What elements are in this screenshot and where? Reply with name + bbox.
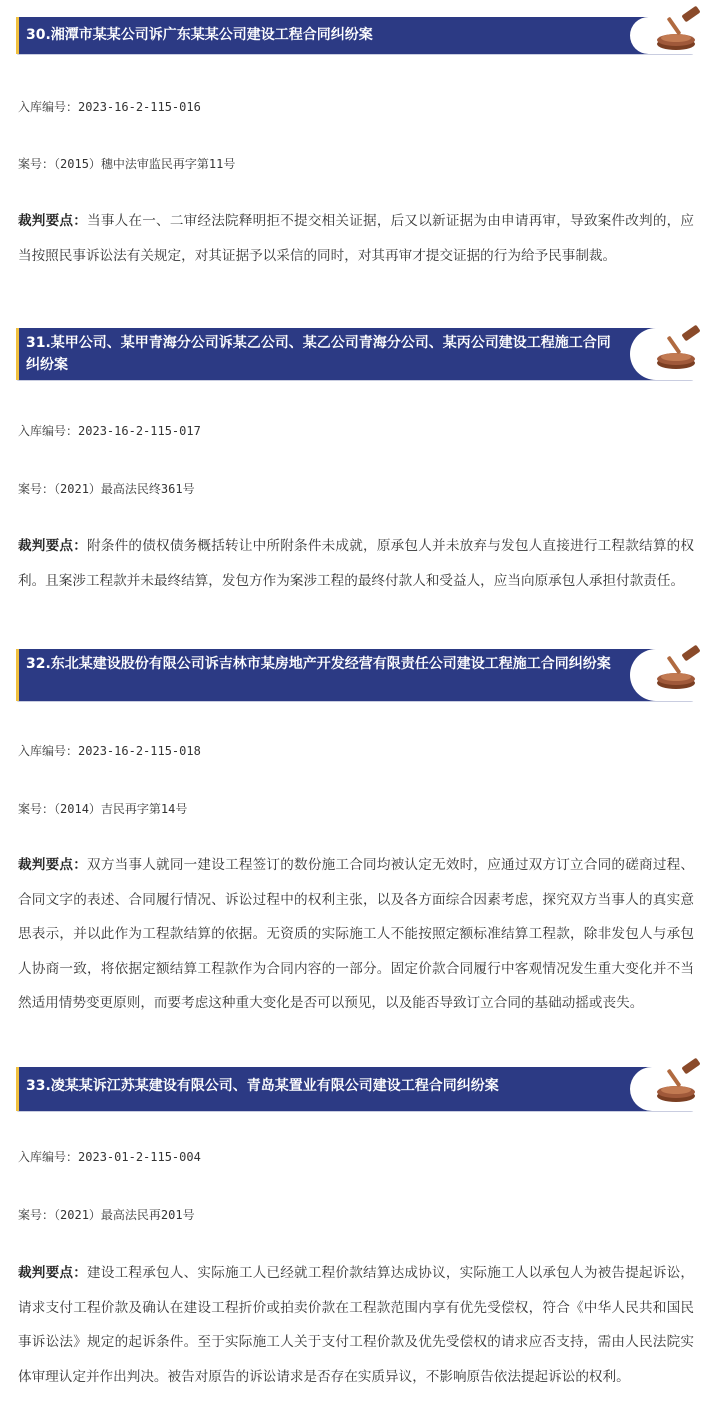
ruling-gist: [18, 1256, 694, 1394]
ruling-gist-text: 建设工程承包人、实际施工人已经就工程价款结算达成协议，实际施工人以承包人为被告提起诉讼，请求支付工程价款及确认在建设工程折价或拍卖价款在工程款范围内享有优先受偿权，符合《中华人民共和国民事诉讼法》规定的起诉条件。至于实际施工人关于支付工程价款及优先受偿权的请求应否支持，需由人民法院实体审理认定并作出判决。被告对原告的诉讼请求是否存在实质异议，不影响原告依法提起诉讼的权利。: [18, 1265, 695, 1385]
accent-bar: [16, 1067, 19, 1111]
library-number: [18, 742, 201, 759]
library-number-label: 入库编号：: [18, 1150, 79, 1164]
case-title-banner: [16, 649, 694, 701]
case-number-value: （2015）穗中法审监民再字第11号: [54, 157, 236, 171]
case-title-banner: [16, 328, 694, 380]
gavel-icon: [652, 645, 704, 691]
case-title: 32.东北某建设股份有限公司诉吉林市某房地产开发经营有限责任公司建设工程施工合同纠纷案: [26, 656, 611, 672]
case-number-label: 案号：: [18, 157, 55, 171]
library-number-label: 入库编号：: [18, 744, 79, 758]
ruling-gist-label: 裁判要点：: [18, 213, 88, 229]
case-number-value: （2021）最高法民再201号: [54, 1208, 195, 1222]
case-number: [18, 1206, 195, 1223]
case-number: [18, 155, 235, 172]
ruling-gist-text: 双方当事人就同一建设工程签订的数份施工合同均被认定无效时，应通过双方订立合同的磋商过程、合同文字的表述、合同履行情况、诉讼过程中的权利主张，以及各方面综合因素考虑，探究双方当事人的真实意思表示，并以此作为工程款结算的依据。无资质的实际施工人不能按照定额标准结算工程款，除非发包人与承包人协商一致，将依据定额结算工程款作为合同内容的一部分。固定价款合同履行中客观情况发生重大变化并不当然适用情势变更原则，而要考虑这种重大变化是否可以预见，以及能否导致订立合同的基础动摇或丧失。: [18, 857, 695, 1011]
case-title-banner: [16, 17, 694, 54]
ruling-gist-label: 裁判要点：: [18, 857, 88, 873]
accent-bar: [16, 649, 19, 701]
case-number-label: 案号：: [18, 802, 55, 816]
case-title: 30.湘潭市某某公司诉广东某某公司建设工程合同纠纷案: [26, 27, 373, 43]
accent-bar: [16, 328, 19, 380]
ruling-gist-text: 当事人在一、二审经法院释明拒不提交相关证据，后又以新证据为由申请再审，导致案件改判的，应当按照民事诉讼法有关规定，对其证据予以采信的同时，对其再审才提交证据的行为给予民事制裁。: [18, 213, 695, 264]
library-number: [18, 98, 201, 115]
library-number: [18, 1148, 201, 1165]
case-number: [18, 480, 195, 497]
case-number-label: 案号：: [18, 1208, 55, 1222]
ruling-gist-label: 裁判要点：: [18, 538, 88, 554]
ruling-gist-label: 裁判要点：: [18, 1265, 88, 1281]
case-title-banner: [16, 1067, 694, 1111]
library-number-value: 2023-16-2-115-017: [78, 424, 201, 438]
ruling-gist: [18, 848, 694, 1021]
case-number-value: （2021）最高法民终361号: [54, 482, 195, 496]
case-title: 31.某甲公司、某甲青海分公司诉某乙公司、某乙公司青海分公司、某丙公司建设工程施工合同纠纷案: [26, 335, 611, 373]
ruling-gist: [18, 529, 694, 598]
case-number-value: （2014）吉民再字第14号: [54, 802, 188, 816]
ruling-gist-text: 附条件的债权债务概括转让中所附条件未成就，原承包人并未放弃与发包人直接进行工程款结算的权利。且案涉工程款并未最终结算，发包方作为案涉工程的最终付款人和受益人，应当向原承包人承担付款责任。: [18, 538, 695, 589]
ruling-gist: [18, 204, 694, 273]
gavel-icon: [652, 6, 704, 52]
accent-bar: [16, 17, 19, 54]
gavel-icon: [652, 325, 704, 371]
case-number: [18, 800, 187, 817]
library-number-label: 入库编号：: [18, 100, 79, 114]
library-number-label: 入库编号：: [18, 424, 79, 438]
gavel-icon: [652, 1058, 704, 1104]
case-title: 33.凌某某诉江苏某建设有限公司、青岛某置业有限公司建设工程合同纠纷案: [26, 1078, 499, 1094]
case-number-label: 案号：: [18, 482, 55, 496]
library-number-value: 2023-16-2-115-018: [78, 744, 201, 758]
library-number-value: 2023-16-2-115-016: [78, 100, 201, 114]
library-number: [18, 422, 201, 439]
library-number-value: 2023-01-2-115-004: [78, 1150, 201, 1164]
